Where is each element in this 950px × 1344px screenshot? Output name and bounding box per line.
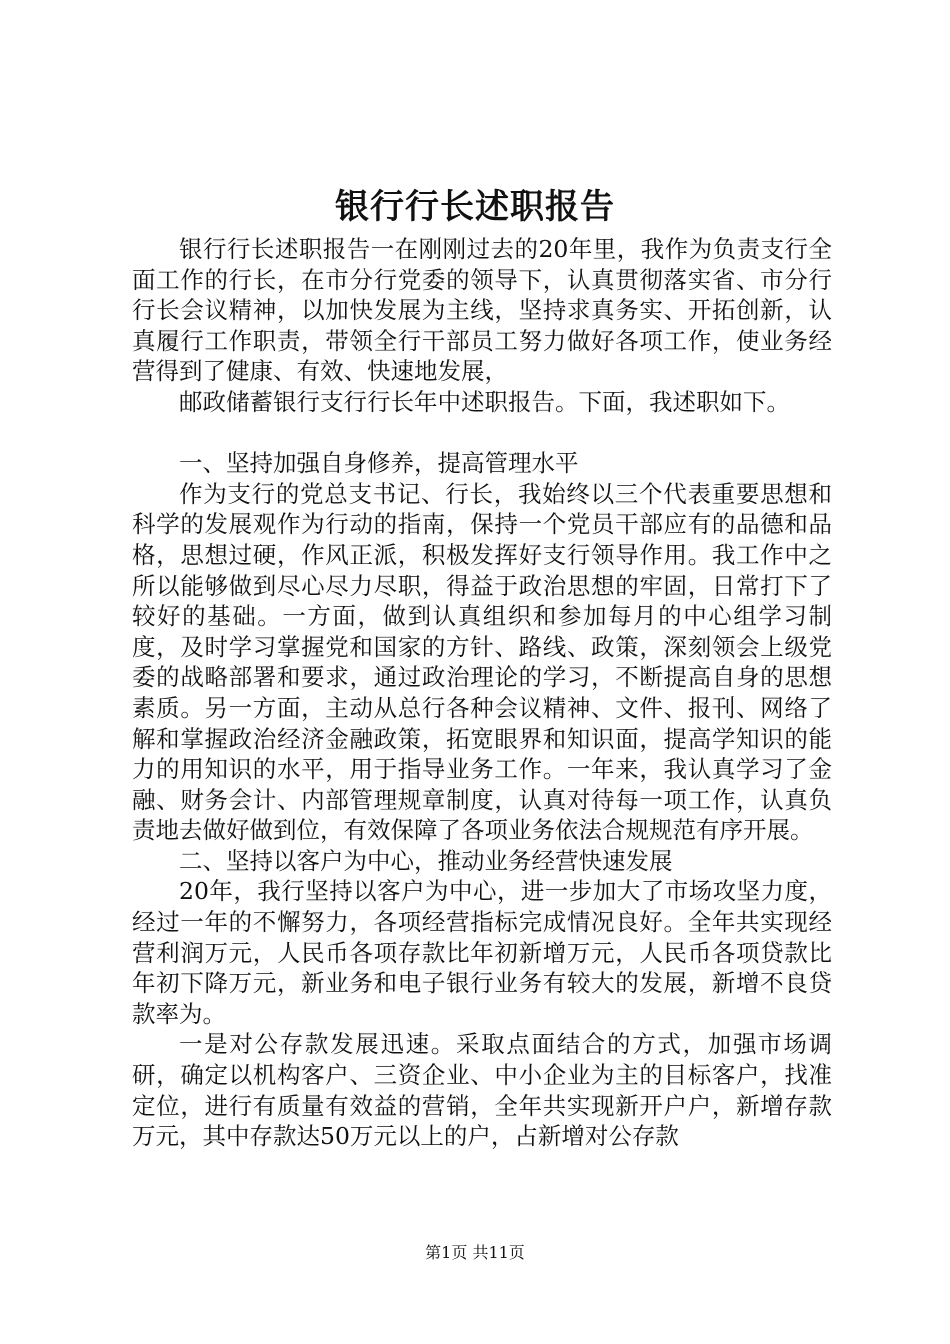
intro-paragraph: 银行行长述职报告一在刚刚过去的20年里，我作为负责支行全面工作的行长，在市分行党委的领导下，认真贯彻落实省、市分行行长会议精神，以加快发展为主线，坚持求真务实、开拓创新，认真履行工作职责，带领全行干部员工努力做好各项工作，使业务经营得到了健康、有效、快速地发展，	[132, 235, 832, 386]
section-1-paragraph: 作为支行的党总支书记、行长，我始终以三个代表重要思想和科学的发展观作为行动的指南，保持一个党员干部应有的品德和品格，思想过硬，作风正派，积极发挥好支行领导作用。我工作中之所以能够做到尽心尽力尽职，得益于政治思想的牢固，日常打下了较好的基础。一方面，做到认真组织和参加每月的中心组学习制度，及时学习掌握党和国家的方针、路线、政策，深刻领会上级党委的战略部署和要求，通过政治理论的学习，不断提高自身的思想素质。另一方面，主动从总行各种会议精神、文件、报刊、网络了解和掌握政治经济金融政策，拓宽眼界和知识面，提高学知识的能力的用知识的水平，用于指导业务工作。一年来，我认真学习了金融、财务会计、内部管理规章制度，认真对待每一项工作，认真负责地去做好做到位，有效保障了各项业务依法合规规范有序开展。	[132, 479, 832, 845]
document-title: 银行行长述职报告	[335, 187, 615, 227]
page-footer: 第1页 共11页	[425, 1243, 525, 1262]
section-2-point-1-paragraph: 一是对公存款发展迅速。采取点面结合的方式，加强市场调研，确定以机构客户、三资企业、中小企业为主的目标客户，找准定位，进行有质量有效益的营销，全年共实现新开户户，新增存款万元，其中存款达50万元以上的户，占新增对公存款	[132, 1030, 832, 1151]
section-heading-1: 一、坚持加强自身修养，提高管理水平	[179, 449, 579, 478]
section-2-paragraph: 20年，我行坚持以客户为中心，进一步加大了市场攻坚力度，经过一年的不懈努力，各项经营指标完成情况良好。全年共实现经营利润万元，人民币各项存款比年初新增万元，人民币各项贷款比年初下降万元，新业务和电子银行业务有较大的发展，新增不良贷款率为。	[132, 877, 832, 1028]
intro-continuation-paragraph: 邮政储蓄银行支行行长年中述职报告。下面，我述职如下。	[179, 387, 790, 416]
document-body	[132, 234, 832, 1152]
paragraph-spacer	[132, 418, 832, 449]
section-heading-2: 二、坚持以客户为中心，推动业务经营快速发展	[179, 846, 673, 875]
